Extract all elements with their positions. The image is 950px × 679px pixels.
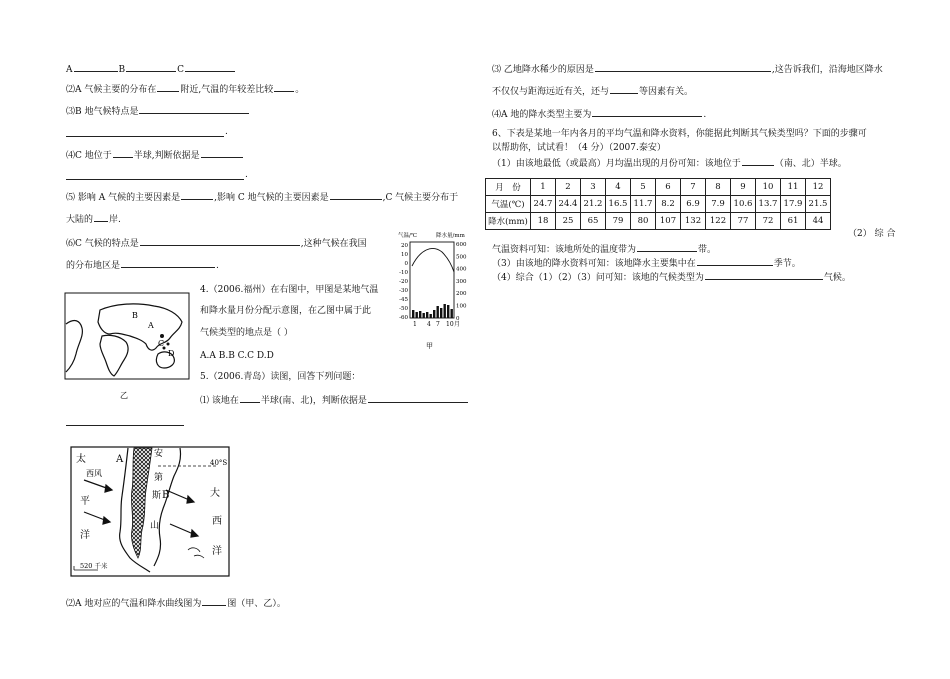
q3-3-line	[66, 104, 250, 118]
precip-bar	[416, 312, 418, 318]
q3-4-mid: 半球,判断依据是	[133, 151, 200, 161]
chart-x-tick: 7	[436, 321, 440, 328]
month-cell: 6	[656, 179, 681, 196]
label-a: A	[66, 65, 73, 75]
temp-header: 气温(℃)	[486, 196, 531, 213]
precip-bar	[437, 306, 439, 318]
q6-3-line	[492, 256, 801, 270]
q5-1-text: ⑴ 该地在	[200, 396, 239, 406]
map-label-d: D	[168, 349, 175, 358]
month-cell: 5	[631, 179, 656, 196]
q3-5-blank1[interactable]	[181, 190, 213, 200]
blank-c[interactable]	[185, 62, 235, 72]
q6-2-tail: （2） 综 合	[848, 229, 896, 239]
rain-cell: 80	[631, 213, 656, 230]
label-b: B	[118, 65, 126, 75]
q6-1-blank[interactable]	[742, 156, 774, 166]
q3-6-blank2[interactable]	[121, 258, 215, 268]
climate-chart	[396, 230, 476, 352]
q3-2-mid: 附近,气温的年较差比较	[180, 85, 274, 95]
q5-title: 5.（2006.青岛）读图，回答下列问题：	[200, 372, 361, 382]
month-cell: 1	[531, 179, 556, 196]
precip-bar	[430, 314, 432, 318]
chart-right-title: 降水量/mm	[436, 233, 465, 239]
q3-4-rule[interactable]	[66, 179, 244, 180]
month-cell: 9	[731, 179, 756, 196]
r4-text: ⑷A 地的降水类型主要为	[492, 110, 592, 120]
q5-2-blank[interactable]	[202, 596, 226, 606]
r3-l2-text: 不仅仅与距海远近有关，还与	[492, 87, 610, 97]
chart-right-tick: 400	[456, 266, 467, 273]
q3-5-l2-text: 大陆的	[66, 215, 94, 225]
q4-line2: 和降水量月份分配示意图，在乙图中属于此	[200, 306, 372, 316]
temperature-curve	[412, 248, 454, 272]
q6-1-text: （1）由该地最低（或最高）月均温出现的月份可知：该地位于	[492, 159, 741, 169]
precip-bar	[426, 312, 428, 318]
chart-left-tick: -30	[399, 288, 408, 294]
q3-6-l2-text: 的分布地区是	[66, 261, 121, 271]
q3-2-end: 。	[295, 85, 305, 95]
sa-label-ping: 平	[80, 496, 90, 507]
q6-2-blank[interactable]	[637, 242, 697, 252]
sa-label-xi: 西	[212, 516, 222, 527]
q3-5-l2-end: 岸.	[109, 215, 121, 225]
map-label-a: A	[148, 321, 154, 330]
sa-label-yang: 洋	[80, 530, 90, 541]
sa-label-si: 斯	[152, 491, 162, 501]
q5-1-mid: 半球(南、北)，判断依据是	[260, 396, 367, 406]
q3-2-text: ⑵A 气候主要的分布在	[66, 85, 157, 95]
temp-cell: 11.7	[631, 196, 656, 213]
q3-1-line	[66, 62, 236, 76]
q4-options[interactable]: A.A B.B C.C D.D	[200, 351, 274, 361]
chart-left-title: 气温/℃	[398, 233, 418, 239]
q3-5-line	[66, 190, 458, 204]
q3-2-blank2[interactable]	[274, 82, 294, 92]
chart-left-tick: -20	[399, 279, 408, 285]
q5-2-end: 图（甲、乙）。	[227, 599, 286, 609]
temp-cell: 7.9	[706, 196, 731, 213]
chart-left-tick: 0	[404, 261, 408, 267]
month-cell: 7	[681, 179, 706, 196]
chart-left-tick: -45	[399, 297, 408, 303]
temp-cell: 13.7	[756, 196, 781, 213]
q3-6-end: ,这种气候在我国	[300, 239, 367, 249]
rain-cell: 107	[656, 213, 681, 230]
chart-x-tick: 4	[427, 321, 431, 328]
chart-left-tick: -10	[399, 270, 408, 276]
month-cell: 12	[806, 179, 831, 196]
q5-2-text: ⑵A 地对应的气温和降水曲线图为	[66, 599, 202, 609]
q4-line1: 4.（2006.福州）在右图中，甲图是某地气温	[200, 285, 379, 295]
month-cell: 4	[606, 179, 631, 196]
q3-2-line	[66, 82, 304, 96]
q3-6-l2-end: .	[216, 261, 219, 271]
chart-caption: 甲	[426, 342, 433, 350]
sa-label-yang2: 洋	[212, 546, 222, 557]
precip-bar	[451, 309, 453, 318]
chart-right-tick: 100	[456, 303, 467, 310]
q6-4-text: （4）综合（1）（2）（3）问可知：该地的气候类型为	[492, 273, 704, 283]
q5-1-blank1[interactable]	[240, 393, 260, 403]
table-row-month	[486, 179, 831, 196]
temp-cell: 17.9	[781, 196, 806, 213]
r3-end: ,这告诉我们，沿海地区降水	[771, 65, 883, 75]
r3-blank2[interactable]	[610, 84, 638, 94]
q3-6-text: ⑹C 气候的特点是	[66, 239, 139, 249]
r3-line2	[492, 84, 693, 98]
chart-x-tick: 1	[413, 321, 417, 328]
world-map-svg	[64, 292, 190, 404]
table-row-temp	[486, 196, 831, 213]
chart-left-tick: 10	[401, 252, 408, 258]
world-map-caption: 乙	[120, 391, 128, 400]
lat-label: 40°S	[210, 459, 228, 467]
chart-right-tick: 300	[456, 278, 467, 285]
r3-line	[492, 62, 883, 76]
r4-line	[492, 107, 706, 121]
sa-label-b: B	[162, 490, 170, 501]
q5-1-line	[200, 393, 469, 407]
q6-line2: 以帮助你，试试看！（4 分）（2007.泰安）	[492, 143, 666, 153]
r4-blank[interactable]	[592, 107, 702, 117]
q6-1-line	[492, 156, 847, 170]
precip-bar	[412, 310, 414, 318]
blank-a[interactable]	[74, 62, 118, 72]
q3-5-blank3[interactable]	[94, 212, 108, 222]
rain-cell: 44	[806, 213, 831, 230]
temp-cell: 24.7	[531, 196, 556, 213]
q3-6-line2	[66, 258, 219, 272]
r3-blank[interactable]	[595, 62, 771, 72]
r3-l2-end: 等因素有关。	[639, 87, 694, 97]
precip-bar	[433, 310, 435, 318]
q3-2-blank1[interactable]	[157, 82, 179, 92]
q4-line3: 气候类型的地点是（ ）	[200, 328, 293, 338]
chart-x-tick: 10	[446, 321, 454, 328]
chart-right-tick: 600	[456, 242, 467, 248]
q6-1-end: （南、北）半球。	[774, 159, 847, 169]
blank-b[interactable]	[126, 62, 176, 72]
q3-6-blank1[interactable]	[140, 236, 300, 246]
chart-x-unit: 月	[454, 321, 461, 328]
rain-cell: 79	[606, 213, 631, 230]
precip-bar	[419, 311, 421, 318]
r4-end: .	[703, 110, 707, 120]
climate-data-table	[485, 178, 831, 230]
q3-5-mid: ,影响 C 地气候的主要因素是	[214, 193, 329, 203]
sa-label-an: 安	[154, 449, 164, 459]
rain-cell: 65	[581, 213, 606, 230]
precip-bar	[447, 305, 449, 318]
month-cell: 10	[756, 179, 781, 196]
climate-chart-svg	[396, 230, 476, 352]
temp-cell: 16.5	[606, 196, 631, 213]
sa-label-a: A	[116, 454, 124, 465]
temp-cell: 21.5	[806, 196, 831, 213]
south-america-map	[70, 446, 232, 578]
q6-4-end: 气候。	[823, 273, 851, 283]
chart-right-tick: 0	[456, 315, 460, 322]
q3-5-end: ,C 气候主要分布于	[382, 193, 459, 203]
map-label-c: C	[158, 339, 165, 348]
chart-right-tick: 200	[456, 291, 467, 298]
q6-4-blank[interactable]	[705, 270, 823, 280]
sa-label-tai: 太	[76, 454, 86, 465]
month-cell: 8	[706, 179, 731, 196]
temp-cell: 10.6	[731, 196, 756, 213]
rain-cell: 61	[781, 213, 806, 230]
month-cell: 11	[781, 179, 806, 196]
sa-label-xifeng: 西风	[86, 469, 102, 478]
world-map-figure	[64, 292, 190, 404]
q5-1-rule[interactable]	[66, 425, 184, 426]
sa-label-shan: 山	[150, 521, 160, 531]
q6-3-blank[interactable]	[697, 256, 773, 266]
month-cell: 3	[581, 179, 606, 196]
q3-3-end: .	[225, 127, 228, 137]
rain-cell: 77	[731, 213, 756, 230]
rain-cell: 18	[531, 213, 556, 230]
q3-5-blank2[interactable]	[330, 190, 382, 200]
precip-bar	[444, 304, 446, 318]
chart-left-tick: -50	[399, 306, 408, 312]
temp-cell: 24.4	[556, 196, 581, 213]
q6-2-line	[492, 242, 716, 256]
q6-line1: 6、下表是某地一年内各月的平均气温和降水资料，你能据此判断其气候类型吗？下面的步骤可	[492, 129, 867, 139]
rain-header: 降水(mm)	[486, 213, 531, 230]
q6-3-text: （3）由该地的降水资料可知：该地降水主要集中在	[492, 259, 696, 269]
chart-right-tick: 500	[456, 254, 467, 261]
q6-2-end: 带。	[698, 245, 717, 255]
q3-3-rule[interactable]	[66, 136, 224, 137]
rain-cell: 25	[556, 213, 581, 230]
q3-6-line	[66, 236, 367, 250]
label-c: C	[177, 65, 185, 75]
q3-4-line	[66, 148, 244, 162]
q6-3-end: 季节。	[773, 259, 801, 269]
sa-label-da: 大	[210, 488, 220, 499]
precip-bar	[423, 313, 425, 318]
q3-5-line2	[66, 212, 121, 226]
q3-4-blank1[interactable]	[113, 148, 133, 158]
q3-4-blank2[interactable]	[201, 148, 243, 158]
q6-2-text: 气温资料可知：该地所处的温度带为	[492, 245, 637, 255]
rain-cell: 72	[756, 213, 781, 230]
temp-cell: 8.2	[656, 196, 681, 213]
precip-bar	[440, 308, 442, 318]
chart-left-tick: -60	[399, 315, 408, 321]
rain-cell: 132	[681, 213, 706, 230]
r3-text: ⑶ 乙地降水稀少的原因是	[492, 65, 594, 75]
table-row-rain	[486, 213, 831, 230]
q3-4-text: ⑷C 地位于	[66, 151, 112, 161]
temp-cell: 21.2	[581, 196, 606, 213]
sa-scale: 520 千米	[80, 562, 108, 570]
rain-cell: 122	[706, 213, 731, 230]
temp-cell: 6.9	[681, 196, 706, 213]
month-header: 月 份	[486, 179, 531, 196]
q3-5-text: ⑸ 影响 A 气候的主要因素是	[66, 193, 181, 203]
month-cell: 2	[556, 179, 581, 196]
map-label-b: B	[132, 311, 138, 320]
q3-3-blank[interactable]	[139, 104, 249, 114]
sa-label-di: 第	[154, 473, 164, 483]
q3-4-end: .	[245, 170, 248, 180]
q3-3-text: ⑶B 地气候特点是	[66, 107, 139, 117]
q5-1-blank2[interactable]	[368, 393, 468, 403]
sa-map-svg	[70, 446, 232, 578]
chart-left-tick: 20	[401, 243, 408, 249]
q6-4-line	[492, 270, 851, 284]
q5-2-line	[66, 596, 286, 610]
